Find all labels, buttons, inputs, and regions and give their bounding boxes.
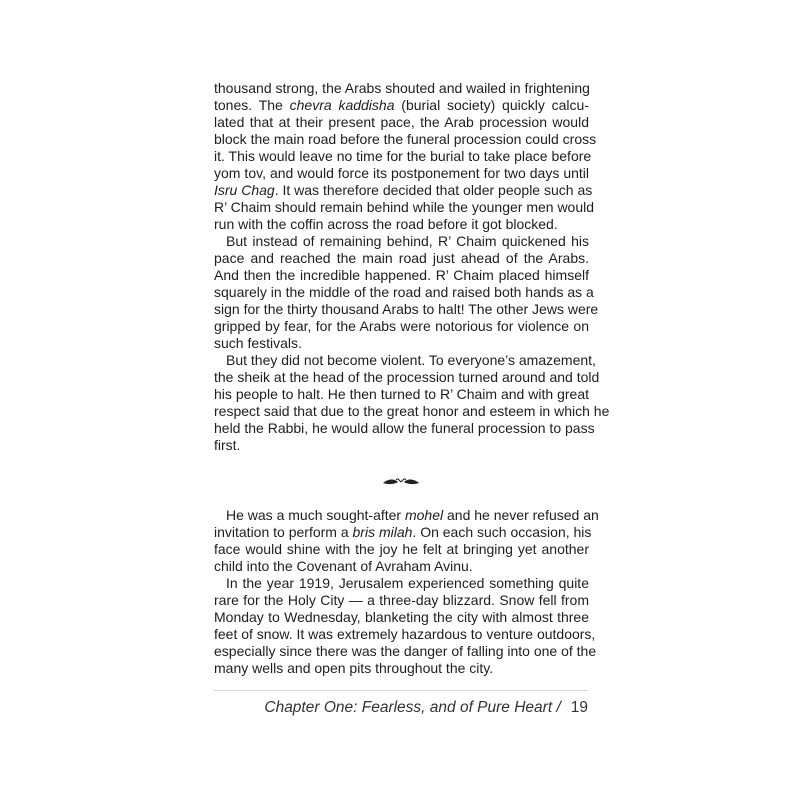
text-run: rare for the Holy City — a three-day blizzard. Snow fell from bbox=[214, 592, 589, 608]
text-run: respect said that due to the great honor and esteem in which he bbox=[214, 403, 610, 419]
text-run: squarely in the middle of the road and raised both hands as a bbox=[214, 284, 594, 300]
text-run: . On each such occasion, his bbox=[412, 524, 592, 540]
text-line bbox=[214, 131, 597, 148]
text-line bbox=[214, 420, 595, 437]
page-number: 19 bbox=[570, 699, 588, 716]
section-break bbox=[214, 454, 589, 507]
paragraph bbox=[214, 507, 599, 575]
text-line bbox=[214, 165, 589, 182]
text-line bbox=[214, 609, 589, 626]
text-run: many wells and open pits throughout the city. bbox=[214, 660, 494, 676]
text-run: In the year 1919, Jerusalem experienced something quite bbox=[226, 575, 589, 591]
italic-term: mohel bbox=[404, 507, 444, 523]
text-run: run with the coffin across the road before it got blocked. bbox=[214, 216, 558, 232]
text-line bbox=[214, 199, 595, 216]
italic-term: Isru Chag bbox=[214, 182, 275, 198]
text-line bbox=[214, 626, 596, 643]
text-run: And then the incredible happened. R’ Chaim placed himself bbox=[214, 267, 589, 283]
text-line bbox=[214, 558, 589, 575]
text-line bbox=[214, 403, 610, 420]
paragraph bbox=[214, 80, 597, 233]
text-line bbox=[214, 284, 594, 301]
text-run: tones. The bbox=[214, 97, 290, 113]
text-line bbox=[214, 507, 599, 524]
paragraph bbox=[214, 575, 597, 677]
text-line bbox=[214, 660, 589, 677]
running-head: Chapter One: Fearless, and of Pure Heart / bbox=[264, 699, 561, 716]
page-footer bbox=[214, 698, 588, 717]
text-run: yom tov, and would force its postponement for two days until bbox=[214, 165, 589, 181]
text-run: pace and reached the main road just ahead of the Arabs. bbox=[214, 250, 589, 266]
text-line bbox=[214, 250, 589, 267]
text-run: Monday to Wednesday, blanketing the city with almost three bbox=[214, 609, 589, 625]
footer-rule bbox=[214, 690, 588, 691]
text-run: such festivals. bbox=[214, 335, 302, 351]
italic-term: chevra kaddisha bbox=[289, 97, 395, 113]
text-run: invitation to perform a bbox=[214, 524, 353, 540]
paragraph bbox=[214, 233, 599, 352]
text-run: the sheik at the head of the procession turned around and told bbox=[214, 369, 600, 385]
text-line bbox=[214, 643, 597, 660]
text-run: first. bbox=[214, 437, 241, 453]
text-run: block the main road before the funeral procession could cross bbox=[214, 131, 597, 147]
body-text bbox=[214, 80, 610, 677]
text-run: held the Rabbi, he would allow the funeral procession to pass bbox=[214, 420, 595, 436]
text-line bbox=[214, 267, 589, 284]
text-run: But they did not become violent. To everyone’s amazement, bbox=[226, 352, 596, 368]
text-line bbox=[214, 114, 589, 131]
text-run: child into the Covenant of Avraham Avinu. bbox=[214, 558, 473, 574]
text-run: feet of snow. It was extremely hazardous to venture outdoors, bbox=[214, 626, 596, 642]
text-line bbox=[214, 592, 589, 609]
text-line bbox=[214, 437, 589, 454]
text-line bbox=[214, 369, 600, 386]
section-break-ornament-icon bbox=[381, 474, 421, 488]
text-run: face would shine with the joy he felt at bringing yet another bbox=[214, 541, 589, 557]
text-line bbox=[214, 233, 589, 250]
text-line bbox=[214, 97, 589, 114]
text-line bbox=[214, 216, 589, 233]
text-run: thousand strong, the Arabs shouted and wailed in frightening bbox=[214, 80, 590, 96]
text-run: . It was therefore decided that older people such as bbox=[274, 182, 593, 198]
text-line bbox=[214, 335, 589, 352]
text-run: especially since there was the danger of falling into one of the bbox=[214, 643, 597, 659]
text-run: it. This would leave no time for the burial to take place before bbox=[214, 148, 592, 164]
text-run: R’ Chaim should remain behind while the younger men would bbox=[214, 199, 595, 215]
text-line bbox=[214, 148, 592, 165]
text-line bbox=[214, 386, 589, 403]
text-line bbox=[214, 301, 599, 318]
text-run: (burial society) quickly calcu- bbox=[394, 97, 589, 113]
text-line bbox=[214, 80, 589, 97]
text-line bbox=[214, 318, 589, 335]
text-line bbox=[214, 541, 589, 558]
text-run: and he never refused an bbox=[443, 507, 599, 523]
text-run: his people to halt. He then turned to R’ Chaim and with great bbox=[214, 386, 589, 402]
italic-term: bris milah bbox=[352, 524, 413, 540]
text-line bbox=[214, 352, 596, 369]
text-run: He was a much sought-after bbox=[226, 507, 405, 523]
text-line bbox=[214, 524, 592, 541]
text-run: But instead of remaining behind, R’ Chaim quickened his bbox=[226, 233, 589, 249]
text-line bbox=[214, 182, 593, 199]
text-run: lated that at their present pace, the Arab procession would bbox=[214, 114, 589, 130]
text-run: sign for the thirty thousand Arabs to halt! The other Jews were bbox=[214, 301, 599, 317]
text-run: gripped by fear, for the Arabs were notorious for violence on bbox=[214, 318, 589, 334]
text-line bbox=[214, 575, 589, 592]
paragraph bbox=[214, 352, 610, 454]
